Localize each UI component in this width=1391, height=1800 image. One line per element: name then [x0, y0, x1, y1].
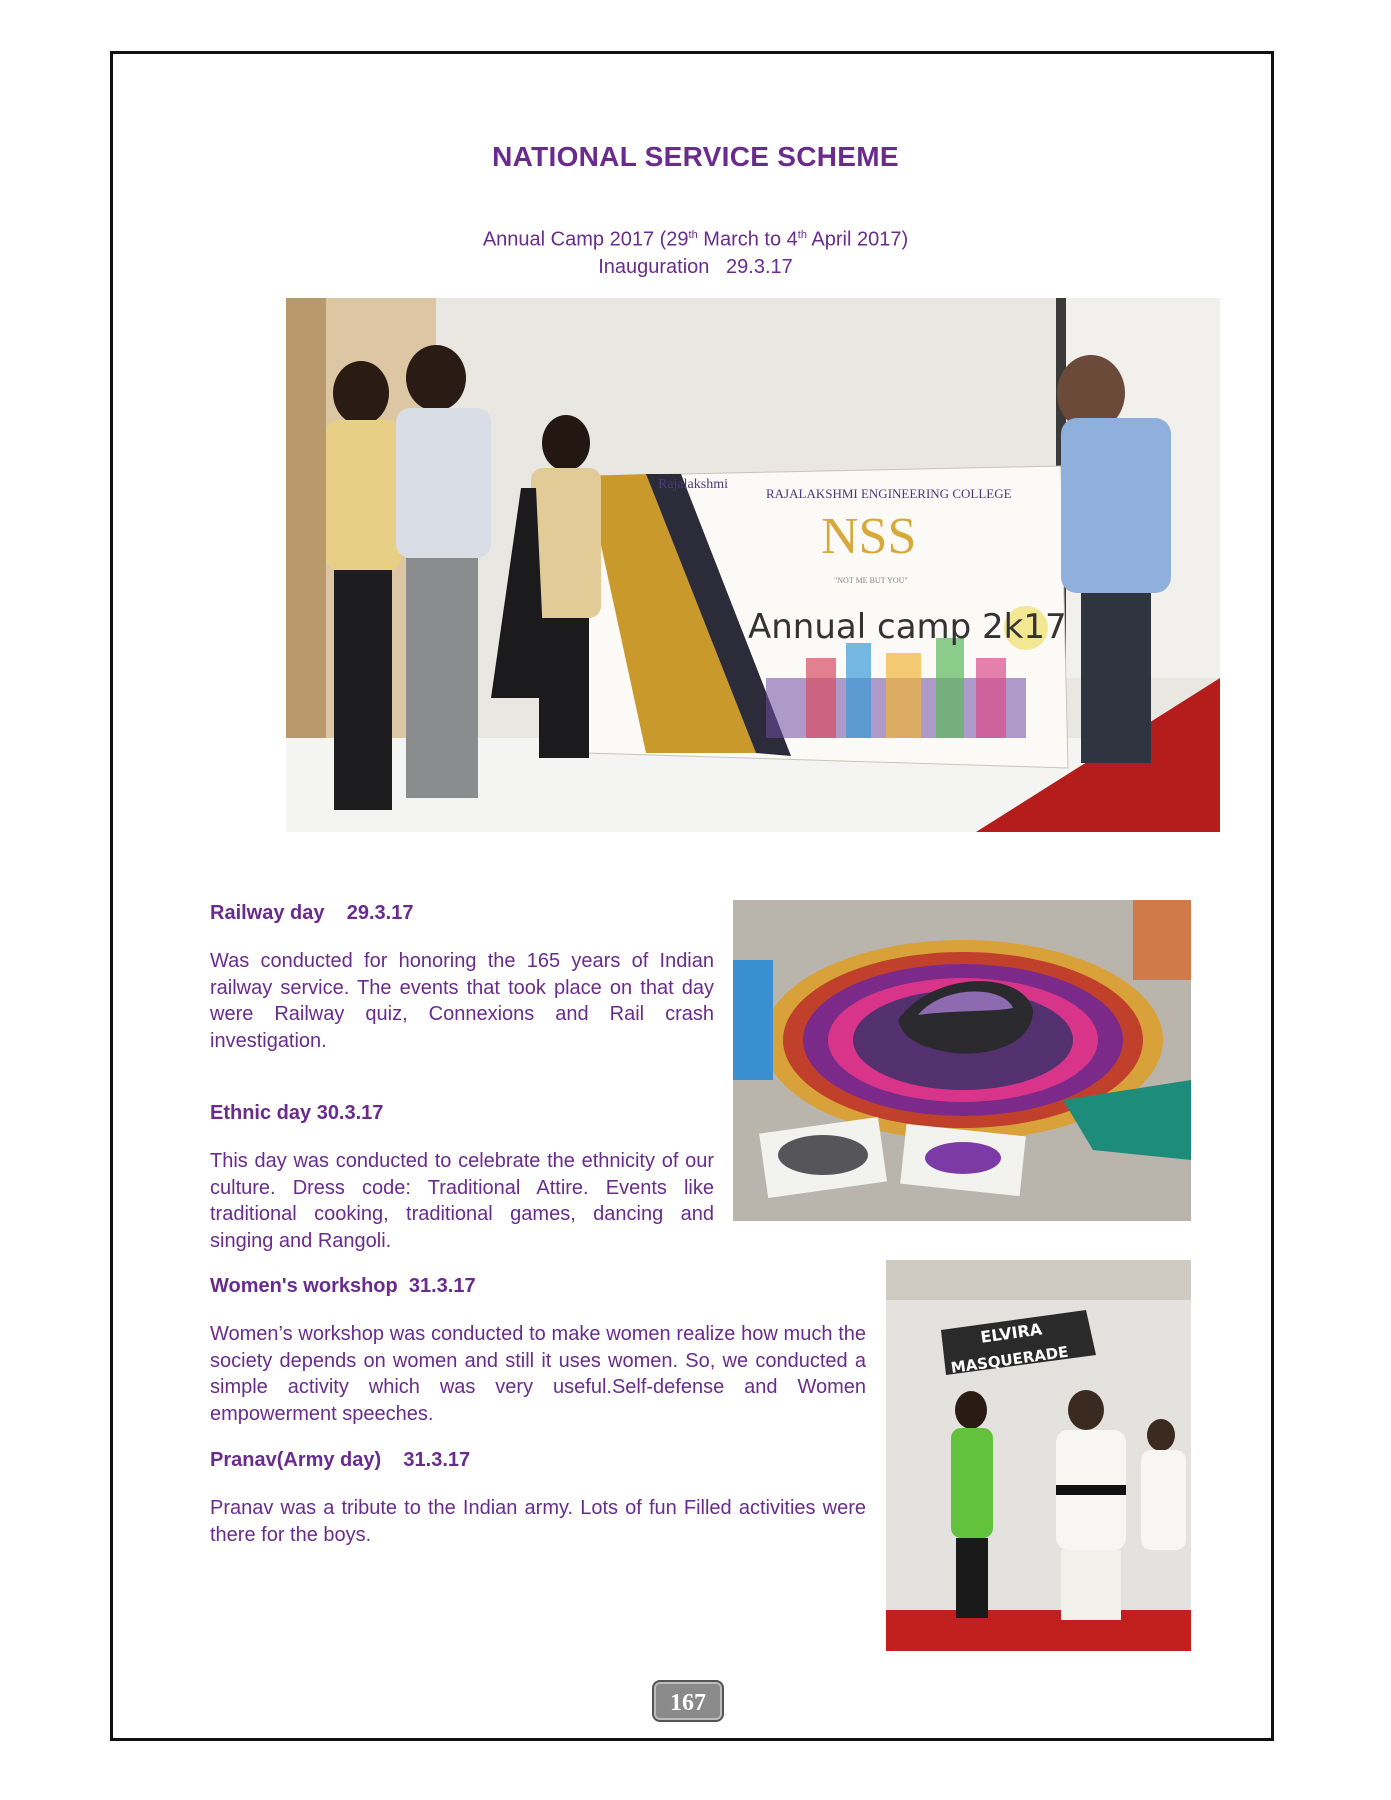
inauguration-photo — [286, 298, 1220, 832]
section-heading-womens-workshop: Women's workshop 31.3.17 — [210, 1275, 476, 1297]
section-heading-railway-day: Railway day 29.3.17 — [210, 902, 414, 924]
section-body-ethnic-day: This day was conducted to celebrate the ethnicity of our culture. Dress code: Traditional Attire. Events like traditional cooking, traditional games, dancing and singing and Rangoli. — [210, 1150, 714, 1252]
svg-text:RAJALAKSHMI ENGINEERING COLLEG: RAJALAKSHMI ENGINEERING COLLEGE — [766, 486, 1012, 501]
camp-dates: Annual Camp 2017 (29th March to 4th April 2017) — [482, 228, 909, 251]
svg-text:Rajalakshmi: Rajalakshmi — [658, 477, 728, 492]
svg-text:ELVIRA: ELVIRA — [979, 1319, 1044, 1347]
section-heading-army-day: Pranav(Army day) 31.3.17 — [210, 1449, 471, 1471]
page-number: 167 — [652, 1680, 724, 1722]
section-heading-ethnic-day: Ethnic day 30.3.17 — [210, 1102, 384, 1124]
svg-text:MASQUERADE: MASQUERADE — [949, 1342, 1070, 1378]
inauguration-line: Inauguration 29.3.17 — [598, 255, 793, 278]
section-body-womens-workshop: Women’s workshop was conducted to make women realize how much the society depends on women and still it uses women. So, we conducted a simple activity which was very useful.Self-defense and Women empowerment speeches. — [210, 1323, 866, 1425]
section-body-army-day: Pranav was a tribute to the Indian army. Lots of fun Filled activities were there for the boys. — [210, 1497, 866, 1546]
rangoli-photo — [733, 900, 1191, 1221]
camp-subtitle — [0, 222, 1391, 281]
svg-text:Annual camp 2k17: Annual camp 2k17 — [748, 607, 1067, 647]
svg-text:"NOT ME BUT YOU": "NOT ME BUT YOU" — [834, 576, 908, 585]
page-title: NATIONAL SERVICE SCHEME — [492, 141, 899, 172]
masquerade-photo — [886, 1260, 1191, 1651]
section-body-railway-day: Was conducted for honoring the 165 years of Indian railway service. The events that took place on that day were Railway quiz, Connexions and Rail crash investigation. — [210, 950, 714, 1052]
svg-text:NSS: NSS — [821, 508, 917, 565]
nss-banner — [586, 466, 1068, 768]
